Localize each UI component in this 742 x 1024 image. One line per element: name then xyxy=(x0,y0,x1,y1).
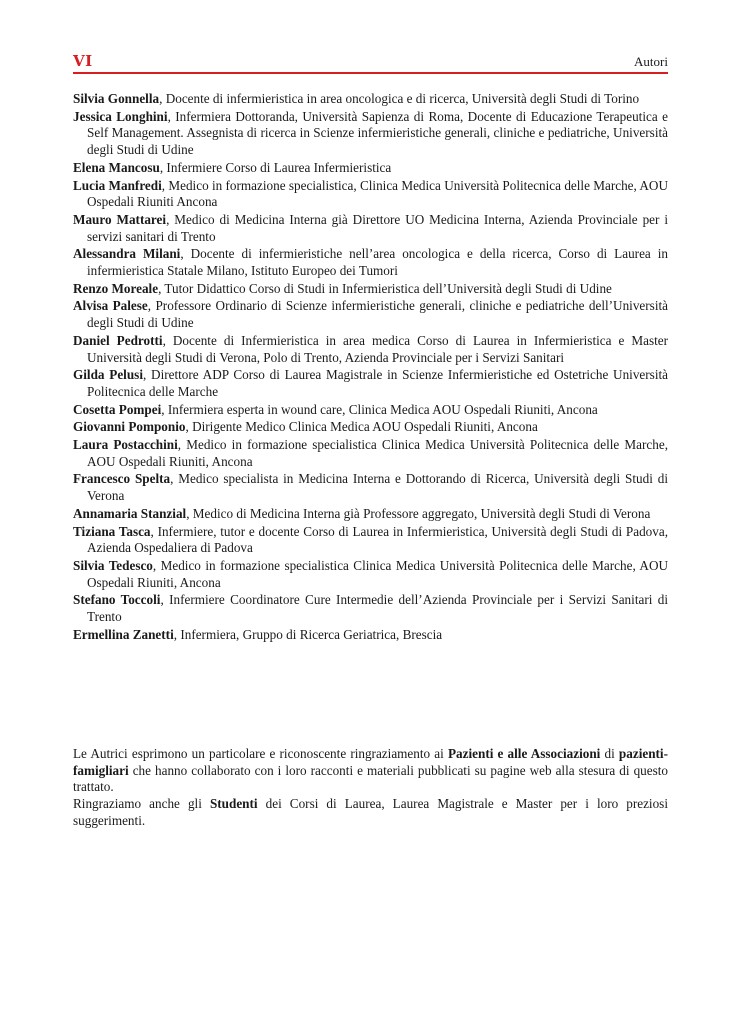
author-affiliation: , Infermiere, tutor e docente Corso di Laurea in Infermieristica, Università degli Studi di Padova, Azienda Ospedaliera di Padova xyxy=(87,523,668,556)
author-name: Tiziana Tasca xyxy=(73,523,151,539)
acknowledgement-paragraph xyxy=(73,746,668,796)
author-affiliation: , Professore Ordinario di Scienze infermieristiche generali, cliniche e pediatriche dell’Università degli Studi di Udine xyxy=(87,298,668,331)
author-affiliation: , Medico di Medicina Interna già Direttore UO Medicina Interna, Azienda Provinciale per i servizi sanitari di Trento xyxy=(87,211,668,244)
author-name: Daniel Pedrotti xyxy=(73,332,163,348)
author-affiliation: , Direttore ADP Corso di Laurea Magistrale in Scienze Infermieristiche ed Ostetriche Università Politecnica delle Marche xyxy=(87,367,668,399)
ack-text: dei Corsi di Laurea, Laurea Magistrale e Master per i loro preziosi suggerimenti. xyxy=(73,796,668,828)
author-affiliation: , Infermiera, Gruppo di Ricerca Geriatrica, Brescia xyxy=(173,626,443,642)
author-entry xyxy=(73,471,668,504)
author-name: Mauro Mattarei xyxy=(73,211,167,227)
author-name: Laura Postacchini xyxy=(73,437,178,453)
author-entry xyxy=(73,281,668,298)
ack-emphasis: Studenti xyxy=(209,796,258,812)
author-affiliation: , Infermiere Corso di Laurea Infermieristica xyxy=(159,159,392,175)
author-name: Jessica Longhini xyxy=(73,108,168,124)
author-affiliation: , Medico specialista in Medicina Interna e Dottorando di Ricerca, Università degli Studi di Verona xyxy=(87,471,668,504)
ack-text: che hanno collaborato con i loro racconti e materiali pubblicati su pagine web alla stesura di questo trattato. xyxy=(73,762,668,795)
author-name: Stefano Toccoli xyxy=(73,592,161,608)
author-affiliation: , Infermiera Dottoranda, Università Sapienza di Roma, Docente di Educazione Terapeutica e Self Management. Assegnista di ricerca in Scienze infermieristiche generali, cliniche e pediatriche, Università degli Studi di Udine xyxy=(87,108,668,158)
author-name: Annamaria Stanzial xyxy=(73,505,187,521)
author-entry xyxy=(73,402,668,419)
author-name: Alessandra Milani xyxy=(73,246,181,262)
author-entry xyxy=(73,298,668,331)
author-entry xyxy=(73,246,668,279)
ack-text: Le Autrici esprimono un particolare e riconoscente ringraziamento ai xyxy=(73,746,448,761)
author-list xyxy=(73,91,668,645)
author-name: Ermellina Zanetti xyxy=(73,626,174,642)
acknowledgements xyxy=(73,746,668,830)
author-entry xyxy=(73,160,668,177)
author-entry xyxy=(73,558,668,591)
author-name: Silvia Tedesco xyxy=(73,557,153,573)
author-entry xyxy=(73,333,668,366)
author-affiliation: , Medico in formazione specialistica Clinica Medica Università Politecnica delle Marche, AOU Ospedali Riuniti, Ancona xyxy=(87,437,668,469)
author-name: Elena Mancosu xyxy=(73,159,160,175)
author-affiliation: , Dirigente Medico Clinica Medica AOU Ospedali Riuniti, Ancona xyxy=(185,419,538,435)
author-name: Alvisa Palese xyxy=(73,298,148,314)
ack-text: Ringraziamo anche gli xyxy=(73,796,210,812)
author-name: Renzo Moreale xyxy=(73,280,159,296)
author-entry xyxy=(73,367,668,400)
author-entry xyxy=(73,91,668,108)
ack-emphasis: pazienti-famigliari xyxy=(73,746,668,778)
ack-emphasis: Pazienti e alle Associazioni xyxy=(447,746,601,761)
author-affiliation: , Medico in formazione specialistica, Clinica Medica Università Politecnica delle Marche, AOU Ospedali Riuniti Ancona xyxy=(87,177,668,210)
author-entry xyxy=(73,437,668,470)
author-name: Cosetta Pompei xyxy=(73,401,162,417)
author-affiliation: , Docente di infermieristica in area oncologica e di ricerca, Università degli Studi di Torino xyxy=(159,91,640,106)
author-affiliation: , Docente di Infermieristica in area medica Corso di Laurea in Infermieristica e Master Università degli Studi di Verona, Polo di Trento, Azienda Provinciale per i Servizi Sanitari xyxy=(87,332,669,365)
author-entry xyxy=(73,109,668,159)
author-affiliation: , Infermiera esperta in wound care, Clinica Medica AOU Ospedali Riuniti, Ancona xyxy=(161,401,598,417)
author-affiliation: , Medico di Medicina Interna già Professore aggregato, Università degli Studi di Verona xyxy=(186,505,651,521)
author-entry xyxy=(73,506,668,523)
author-affiliation: , Medico in formazione specialistica Clinica Medica Università Politecnica delle Marche, AOU Ospedali Riuniti, Ancona xyxy=(87,557,668,590)
author-affiliation: , Docente di infermieristiche nell’area oncologica e della ricerca, Corso di Laurea in infermieristica Statale Milano, Istituto Europeo dei Tumori xyxy=(87,246,668,279)
author-entry xyxy=(73,524,668,557)
author-name: Lucia Manfredi xyxy=(73,177,162,193)
ack-text: di xyxy=(600,746,619,761)
author-name: Gilda Pelusi xyxy=(73,367,143,383)
author-entry xyxy=(73,592,668,625)
running-title: Autori xyxy=(634,54,668,69)
author-entry xyxy=(73,419,668,436)
author-entry xyxy=(73,178,668,211)
author-entry xyxy=(73,627,668,644)
page-header xyxy=(73,52,668,72)
author-affiliation: , Infermiere Coordinatore Cure Intermedie dell’Azienda Provinciale per i Servizi Sanitari di Trento xyxy=(87,592,669,625)
page-number: VI xyxy=(73,52,93,70)
acknowledgement-paragraph xyxy=(73,796,668,829)
author-name: Francesco Spelta xyxy=(73,471,171,487)
author-name: Giovanni Pomponio xyxy=(73,419,186,435)
author-entry xyxy=(73,212,668,245)
author-affiliation: , Tutor Didattico Corso di Studi in Infermieristica dell’Università degli Studi di Udine xyxy=(158,280,612,296)
author-name: Silvia Gonnella xyxy=(73,91,160,106)
header-rule xyxy=(73,72,668,74)
